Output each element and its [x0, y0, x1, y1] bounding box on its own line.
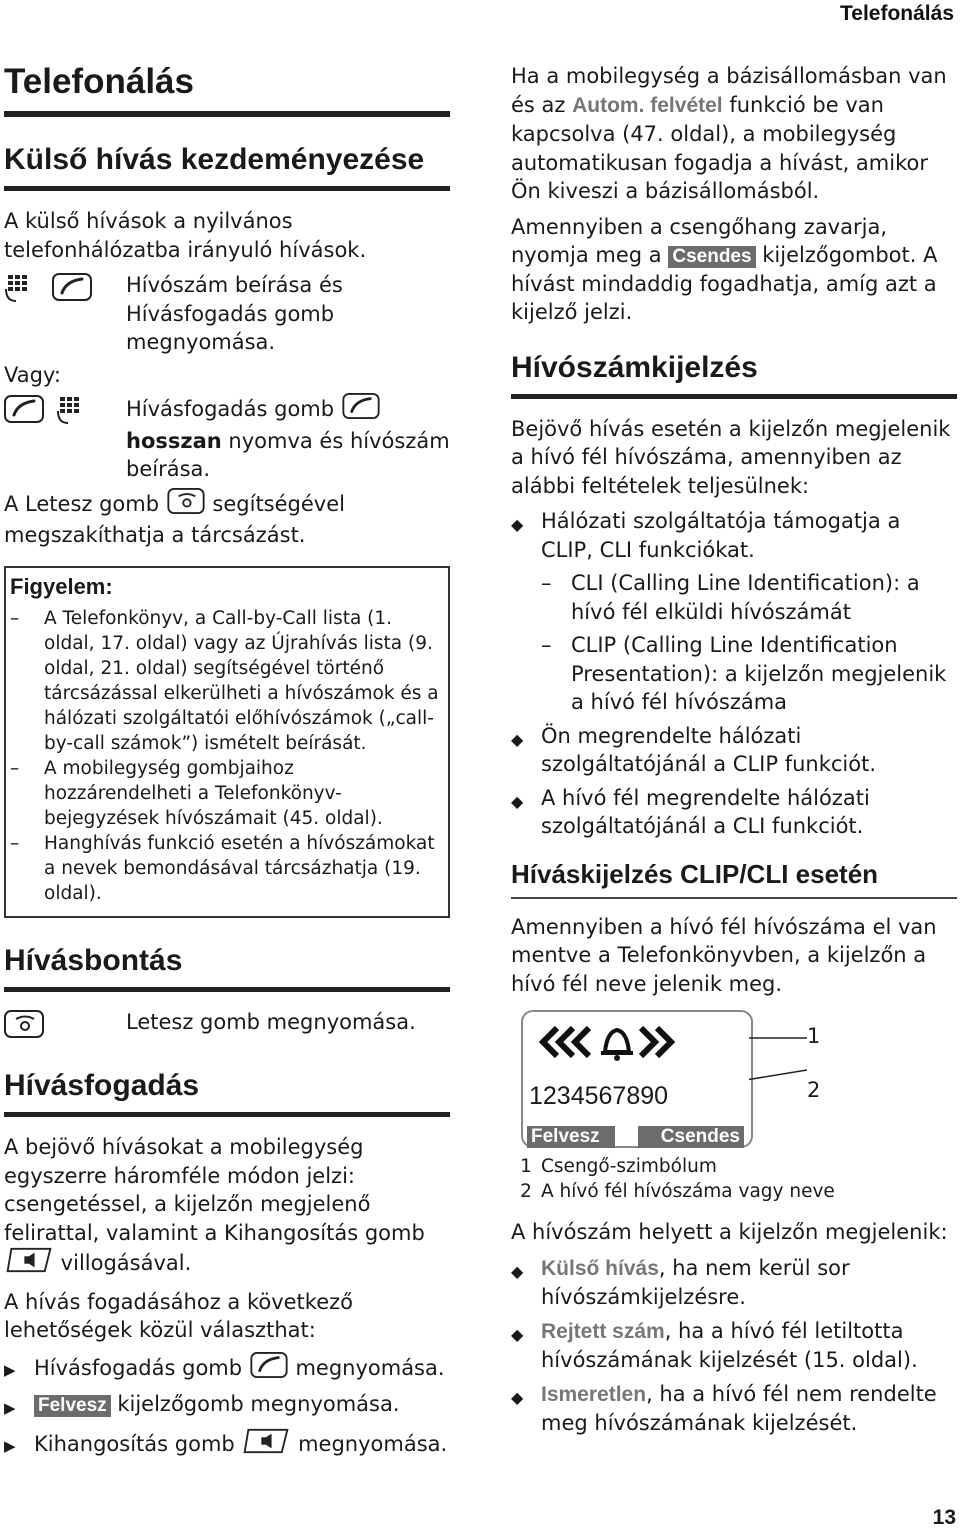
running-header: Telefonálás — [840, 2, 954, 25]
legend-item: 1 Csengő-szimbólum — [520, 1156, 717, 1177]
dial-step-2 — [4, 393, 450, 484]
lcd-screen — [521, 1010, 753, 1148]
hangup-step-text: Letesz gomb megnyomása. — [126, 1009, 416, 1034]
clip-subitem: – CLIP (Calling Line Identification Presentation): a kijelzőn megjelenik a hívó fél hívószáma — [541, 633, 947, 714]
auto-answer-text: Ha a mobilegység a bázisállomásban van és az Autom. felvétel funkció be van kapcsolva (47. oldal), a mobilegység automatikusan fogadja a hívást, amikor Ön kiveszi a bázisállomásból. — [511, 64, 947, 203]
section-heading-answer: Hívásfogadás — [4, 1069, 450, 1117]
talk-key-icon — [52, 273, 92, 309]
talk-key-icon — [249, 1352, 289, 1386]
display-text-autom-felvetel: Autom. felvétel — [572, 93, 723, 117]
answer-option: ▶ Hívásfogadás gomb megnyomása. — [4, 1352, 450, 1386]
speaker-key-icon — [241, 1428, 291, 1462]
clip-condition: ◆ A hívó fél megrendelte hálózati szolgáltatójánál a CLI funkciót. — [511, 785, 870, 838]
lcd-softkey-felvesz: Felvesz — [527, 1126, 615, 1148]
end-key-icon — [166, 488, 206, 522]
end-key-text: A Letesz gomb segítségével megszakíthatja a tárcsázást. — [4, 488, 450, 550]
display-text-rejtett-szam: Rejtett szám — [541, 1319, 665, 1343]
note-box — [4, 566, 450, 918]
page-title: Telefonálás — [4, 56, 450, 117]
display-text-kulso-hivas: Külső hívás — [541, 1256, 659, 1280]
note-item: – A mobilegység gombjaihoz hozzárendelheti a Telefonkönyv-bejegyzések hívószámait (45. oldal). — [10, 757, 383, 829]
dial-step-1 — [4, 271, 450, 357]
answer-intro: A bejövő hívásokat a mobilegység egyszerre háromféle módon jelzi: csengetéssel, a kijelzőn megjelenő felirattal, valamint a Kihangosítás gomb villogásával. — [4, 1133, 450, 1281]
note-item: – A Telefonkönyv, a Call-by-Call lista (1. oldal, 17. oldal) vagy az Újrahívás lista (9. oldal, 21. oldal) segítségével történő tárcsázással elkerülheti a hívószámok és a hálózati szolgáltatói előhívószámok („call-by-call számok”) ismételt beírását. — [10, 607, 439, 754]
callout-2: 2 — [807, 1078, 821, 1102]
softkey-felvesz: Felvesz — [34, 1395, 111, 1417]
note-title: Figyelem: — [10, 573, 113, 599]
section-heading-clip: Hívószámkijelzés — [511, 351, 957, 399]
clip-condition: ◆ Hálózati szolgáltatója támogatja a CLIP, CLI funkciókat. — [511, 509, 901, 562]
display-case: ◆ Rejtett szám, ha a hívó fél letiltotta hívószámának kijelzését (15. oldal). — [511, 1318, 918, 1372]
lcd-softkey-csendes: Csendes — [638, 1126, 744, 1148]
display-case: ◆ Ismeretlen, ha a hívó fél nem rendelte meg hívószámának kijelzését. — [511, 1381, 937, 1435]
keypad-icon — [4, 273, 40, 311]
section-heading-hangup: Hívásbontás — [4, 944, 450, 992]
legend-item: 2 A hívó fél hívószáma vagy neve — [520, 1181, 835, 1202]
or-label: Vagy: — [4, 362, 61, 387]
clip-intro: Bejövő hívás esetén a kijelzőn megjelenik a hívó fél hívószáma, amennyiben az alábbi feltételek teljesülnek: — [511, 416, 951, 498]
instead-text: A hívószám helyett a kijelzőn megjelenik: — [511, 1220, 948, 1244]
right-column — [511, 62, 957, 1443]
clip-condition: ◆ Ön megrendelte hálózati szolgáltatójánál a CLIP funkciót. — [511, 723, 877, 776]
callout-1: 1 — [807, 1024, 821, 1048]
note-item: – Hanghívás funkció esetén a hívószámokat a nevek bemondásával tárcsázhatja (19. oldal). — [10, 832, 435, 904]
talk-key-icon — [4, 395, 44, 431]
answer-option: ▶ Felvesz kijelzőgomb megnyomása. — [4, 1392, 400, 1417]
display-case: ◆ Külső hívás, ha nem kerül sor hívószámkijelzésre. — [511, 1255, 850, 1309]
callout-lines — [749, 1010, 859, 1090]
speaker-key-icon — [4, 1247, 54, 1281]
silence-text: Amennyiben a csengőhang zavarja, nyomja meg a Csendes kijelzőgombot. A hívást mindaddig fogadhatja, amíg azt a kijelző jelzi. — [511, 214, 938, 324]
hangup-step — [4, 1008, 450, 1046]
end-key-icon — [4, 1010, 44, 1046]
answer-option: ▶ Kihangosítás gomb megnyomása. — [4, 1428, 450, 1462]
left-column — [4, 56, 450, 1466]
clip-subitem: – CLI (Calling Line Identification): a hívó fél elküldi hívószámát — [541, 571, 920, 624]
subsection-heading-clip-display: Híváskijelzés CLIP/CLI esetén — [511, 859, 957, 899]
handset-display-illustration — [511, 1010, 957, 1148]
display-text-ismeretlen: Ismeretlen — [541, 1382, 647, 1406]
dial-step-2-text: Hívásfogadás gomb hosszan nyomva és hívószám beírása. — [126, 393, 450, 484]
softkey-csendes: Csendes — [668, 246, 755, 268]
keypad-icon — [56, 395, 92, 433]
section-heading-outgoing: Külső hívás kezdeményezése — [4, 143, 450, 191]
page-number: 13 — [932, 1506, 956, 1529]
caller-number: 1234567890 — [529, 1082, 669, 1110]
dial-step-1-text: Hívószám beírása és Hívásfogadás gomb megnyomása. — [126, 273, 343, 354]
answer-options-intro: A hívás fogadásához a következő lehetőségek közül választhat: — [4, 1289, 353, 1342]
talk-key-icon — [341, 393, 381, 427]
intro-text: A külső hívások a nyilvános telefonhálózatba irányuló hívások. — [4, 209, 367, 262]
phonebook-name-text: Amennyiben a hívó fél hívószáma el van mentve a Telefonkönyvben, a kijelzőn a hívó fél neve jelenik meg. — [511, 914, 937, 996]
ring-symbol-icon — [537, 1022, 677, 1062]
